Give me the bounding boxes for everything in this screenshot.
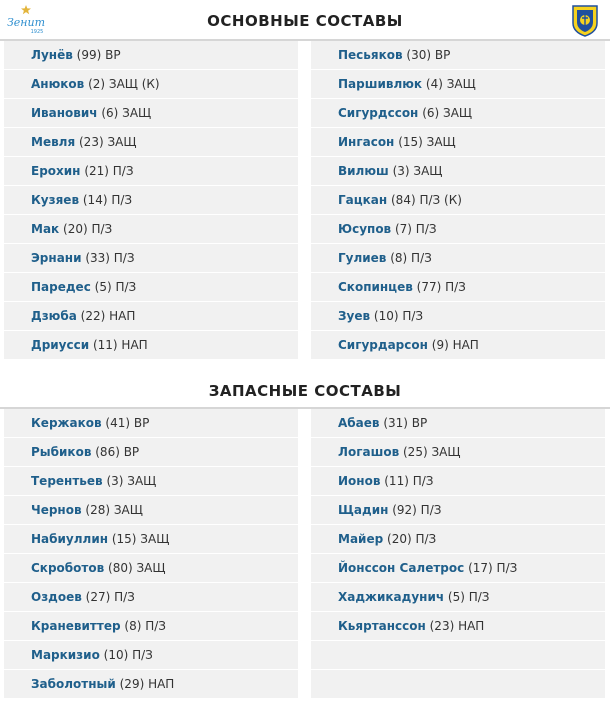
- player-name-link[interactable]: Юсупов: [338, 222, 392, 236]
- player-number-position: (5) П/З: [447, 590, 490, 604]
- player-row[interactable]: [311, 554, 605, 583]
- player-number-position: (21) П/З: [84, 164, 134, 178]
- player-row[interactable]: [311, 583, 605, 612]
- zenit-starting-list: [4, 41, 298, 360]
- player-row[interactable]: [4, 525, 298, 554]
- rostov-starting-list: [311, 41, 605, 360]
- player-number-position: (22) НАП: [80, 309, 136, 323]
- rostov-logo-icon[interactable]: [570, 3, 600, 37]
- player-name-link[interactable]: Терентьев: [31, 474, 103, 488]
- player-number-position: (6) ЗАЩ: [422, 106, 473, 120]
- player-number-position: (33) П/З: [85, 251, 135, 265]
- player-name-link[interactable]: Маркизио: [31, 648, 100, 662]
- player-number-position: (10) П/З: [103, 648, 153, 662]
- player-row[interactable]: [311, 244, 605, 273]
- player-row[interactable]: [4, 554, 298, 583]
- player-name-link[interactable]: Скопинцев: [338, 280, 413, 294]
- player-number-position: (20) П/З: [387, 532, 437, 546]
- player-name-link[interactable]: Гулиев: [338, 251, 387, 265]
- player-name-link[interactable]: Сигурдссон: [338, 106, 419, 120]
- rostov-substitutes-list: [311, 409, 605, 699]
- player-name-link[interactable]: Ионов: [338, 474, 381, 488]
- player-row[interactable]: [4, 244, 298, 273]
- player-name-link[interactable]: Кьяртанссон: [338, 619, 426, 633]
- player-name-link[interactable]: Зуев: [338, 309, 371, 323]
- player-name-link[interactable]: Набиуллин: [31, 532, 109, 546]
- starting-lineups-header: [0, 0, 610, 41]
- player-row[interactable]: [4, 99, 298, 128]
- player-number-position: (99) ВР: [76, 48, 121, 62]
- player-row[interactable]: [4, 612, 298, 641]
- player-number-position: (4) ЗАЩ: [425, 77, 476, 91]
- player-row[interactable]: [311, 70, 605, 99]
- player-number-position: (29) НАП: [119, 677, 175, 691]
- player-number-position: (92) П/З: [392, 503, 442, 517]
- player-number-position: (41) ВР: [105, 416, 150, 430]
- starting-lineups: [0, 41, 610, 360]
- player-row[interactable]: [311, 215, 605, 244]
- player-row[interactable]: [4, 331, 298, 360]
- player-row[interactable]: [4, 186, 298, 215]
- player-name-link[interactable]: Паршивлюк: [338, 77, 423, 91]
- player-number-position: (3) ЗАЩ: [392, 164, 443, 178]
- player-row[interactable]: [4, 670, 298, 699]
- player-name-link[interactable]: Абаев: [338, 416, 380, 430]
- player-row[interactable]: [4, 41, 298, 70]
- player-name-link[interactable]: Эрнани: [31, 251, 82, 265]
- zenit-logo-text: Зенит: [6, 16, 46, 29]
- player-name-link[interactable]: Щадин: [338, 503, 389, 517]
- player-number-position: (23) ЗАЩ: [79, 135, 137, 149]
- player-name-link[interactable]: Кузяев: [31, 193, 80, 207]
- player-number-position: (8) П/З: [390, 251, 432, 265]
- player-row[interactable]: [311, 302, 605, 331]
- player-row[interactable]: [4, 496, 298, 525]
- player-number-position: (10) П/З: [373, 309, 424, 323]
- player-name-link[interactable]: Дриусси: [31, 338, 90, 352]
- player-number-position: (11) П/З: [384, 474, 434, 488]
- player-number-position: (9) НАП: [431, 338, 479, 352]
- player-number-position: (86) ВР: [95, 445, 140, 459]
- player-number-position: (23) НАП: [429, 619, 485, 633]
- player-number-position: (15) ЗАЩ: [111, 532, 170, 546]
- player-row[interactable]: [311, 186, 605, 215]
- player-number-position: (31) ВР: [383, 416, 428, 430]
- player-name-link[interactable]: Хаджикадунич: [338, 590, 445, 604]
- player-name-link[interactable]: Вилюш: [338, 164, 389, 178]
- player-number-position: (28) ЗАЩ: [85, 503, 143, 517]
- zenit-logo-year: 1925: [30, 29, 44, 34]
- player-number-position: (6) ЗАЩ: [101, 106, 152, 120]
- player-row[interactable]: [311, 612, 605, 641]
- player-name-link[interactable]: Ерохин: [31, 164, 81, 178]
- player-name-link[interactable]: Лунёв: [31, 48, 73, 62]
- player-number-position: (11) НАП: [92, 338, 148, 352]
- player-row[interactable]: [4, 467, 298, 496]
- substitutes-header: [0, 360, 610, 409]
- player-row[interactable]: [311, 467, 605, 496]
- player-number-position: (3) ЗАЩ: [106, 474, 157, 488]
- player-row[interactable]: [311, 496, 605, 525]
- player-name-link[interactable]: Иванович: [31, 106, 98, 120]
- player-name-link[interactable]: Кержаков: [31, 416, 102, 430]
- player-name-link[interactable]: Мевля: [31, 135, 76, 149]
- player-name-link[interactable]: Чернов: [31, 503, 82, 517]
- player-number-position: (77) П/З: [416, 280, 466, 294]
- player-number-position: (25) ЗАЩ: [403, 445, 461, 459]
- player-name-link[interactable]: Дзюба: [31, 309, 77, 323]
- player-name-link[interactable]: Скроботов: [31, 561, 105, 575]
- player-row[interactable]: [311, 128, 605, 157]
- player-number-position: (15) ЗАЩ: [398, 135, 456, 149]
- empty-row: [311, 670, 605, 699]
- player-row[interactable]: [4, 409, 298, 438]
- player-row[interactable]: [4, 583, 298, 612]
- player-name-link[interactable]: Гацкан: [338, 193, 388, 207]
- player-row[interactable]: [311, 331, 605, 360]
- player-row[interactable]: [311, 41, 605, 70]
- player-row[interactable]: [4, 641, 298, 670]
- player-name-link[interactable]: Оздоев: [31, 590, 82, 604]
- player-number-position: (84) П/З (К): [391, 193, 462, 207]
- player-name-link[interactable]: Рыбиков: [31, 445, 92, 459]
- starting-lineups-title: ОСНОВНЫЕ СОСТАВЫ: [207, 12, 403, 30]
- player-name-link[interactable]: Краневиттер: [31, 619, 121, 633]
- player-row[interactable]: [4, 157, 298, 186]
- player-name-link[interactable]: Заболотный: [31, 677, 116, 691]
- substitutes-title: ЗАПАСНЫЕ СОСТАВЫ: [208, 382, 402, 400]
- player-name-link[interactable]: Анюков: [31, 77, 85, 91]
- player-name-link[interactable]: Логашов: [338, 445, 400, 459]
- empty-row: [311, 641, 605, 670]
- player-row[interactable]: [4, 70, 298, 99]
- player-number-position: (30) ВР: [406, 48, 451, 62]
- player-number-position: (20) П/З: [63, 222, 113, 236]
- zenit-substitutes-list: [4, 409, 298, 699]
- player-name-link[interactable]: Майер: [338, 532, 384, 546]
- player-number-position: (17) П/З: [468, 561, 518, 575]
- player-name-link[interactable]: Паредес: [31, 280, 91, 294]
- player-row[interactable]: [311, 273, 605, 302]
- player-name-link[interactable]: Йонссон Салетрос: [338, 561, 465, 575]
- player-row[interactable]: [4, 273, 298, 302]
- player-number-position: (14) П/З: [82, 193, 133, 207]
- player-name-link[interactable]: Мак: [31, 222, 60, 236]
- player-row[interactable]: [4, 438, 298, 467]
- substitutes-lineups: [0, 409, 610, 701]
- player-row[interactable]: [311, 409, 605, 438]
- player-row[interactable]: [311, 525, 605, 554]
- player-number-position: (7) П/З: [394, 222, 437, 236]
- player-name-link[interactable]: Сигурдарсон: [338, 338, 428, 352]
- player-row[interactable]: [4, 128, 298, 157]
- player-number-position: (80) ЗАЩ: [108, 561, 166, 575]
- player-row[interactable]: [311, 99, 605, 128]
- player-row[interactable]: [311, 438, 605, 467]
- player-row[interactable]: [311, 157, 605, 186]
- player-row[interactable]: [4, 215, 298, 244]
- player-number-position: (27) П/З: [85, 590, 135, 604]
- player-name-link[interactable]: Ингасон: [338, 135, 395, 149]
- player-row[interactable]: [4, 302, 298, 331]
- player-number-position: (8) П/З: [124, 619, 166, 633]
- player-name-link[interactable]: Песьяков: [338, 48, 403, 62]
- player-number-position: (5) П/З: [94, 280, 137, 294]
- player-number-position: (2) ЗАЩ (К): [88, 77, 160, 91]
